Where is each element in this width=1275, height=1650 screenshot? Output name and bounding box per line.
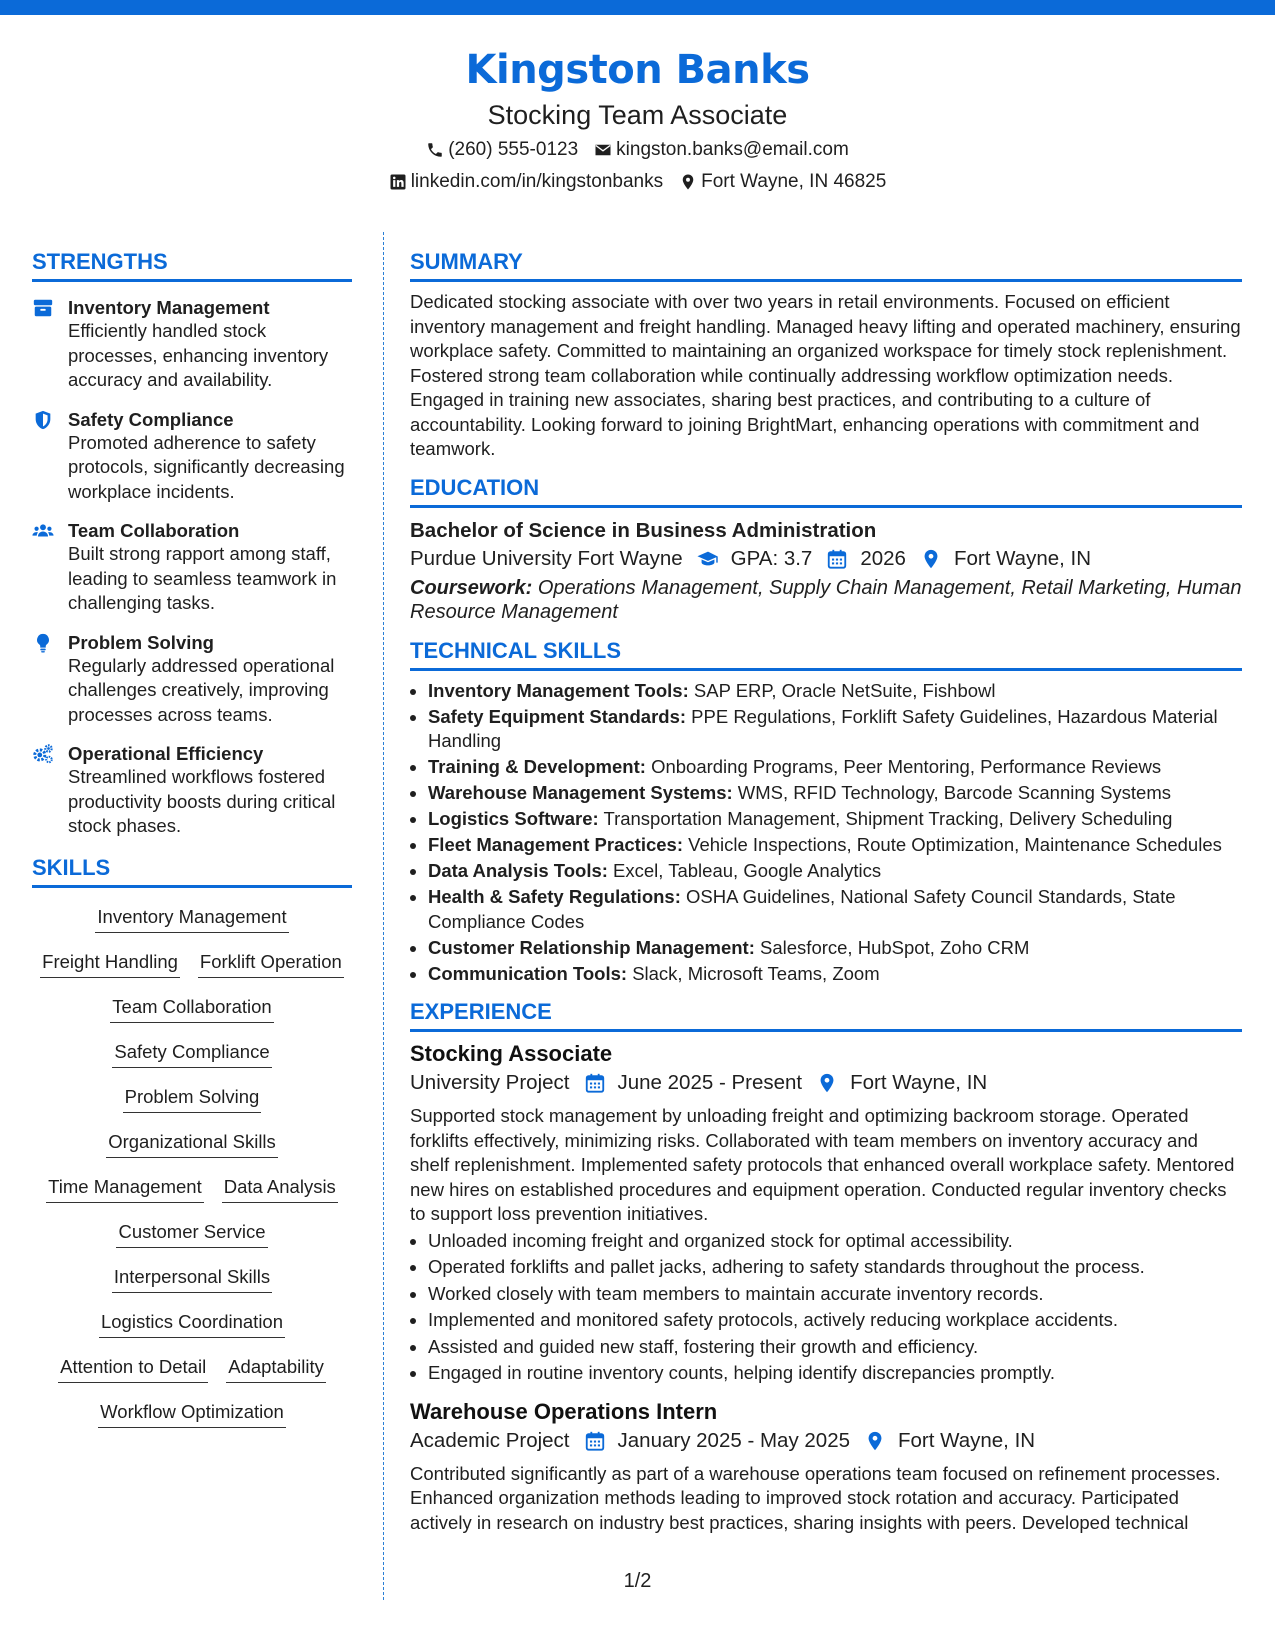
shield-icon (32, 409, 54, 431)
contact-email[interactable] (594, 138, 849, 162)
job-description: Contributed significantly as part of a warehouse operations team focused on refinement processes. Enhanced organization methods leading to improved stock rotation and accuracy. Participated actively in research on industry best practices, sharing insights with peers. Developed technical (410, 1462, 1221, 1533)
lightbulb-icon (32, 632, 54, 654)
contact-linkedin[interactable] (389, 170, 663, 194)
column-divider (383, 232, 384, 1600)
tech-skill-item (428, 936, 1242, 961)
job-title: Warehouse Operations Intern (410, 1398, 718, 1424)
candidate-role: Stocking Team Associate (487, 100, 788, 130)
tech-skill-value: Excel, Tableau, Google Analytics (613, 860, 882, 881)
skill-tag: Time Management (46, 1174, 204, 1203)
strength-title: Problem Solving (68, 631, 214, 653)
skill-tag: Interpersonal Skills (112, 1264, 272, 1293)
tech-skill-item (428, 885, 1242, 934)
skill-tag: Safety Compliance (112, 1039, 271, 1068)
education-heading: EDUCATION (410, 474, 1242, 508)
skill-row (32, 1039, 352, 1084)
job-location: Fort Wayne, IN (898, 1428, 1036, 1452)
strength-desc: Streamlined workflows fostered productivity boosts during critical stock phases. (68, 766, 336, 836)
map-pin-icon (864, 1430, 886, 1452)
resume-header (0, 42, 1275, 194)
skill-tag: Forklift Operation (198, 949, 344, 978)
skill-tag: Freight Handling (40, 949, 180, 978)
linkedin-text[interactable]: linkedin.com/in/kingstonbanks (410, 171, 664, 192)
tech-skill-label: Communication Tools: (428, 962, 628, 984)
education-meta (410, 544, 1242, 574)
tech-skill-label: Warehouse Management Systems: (428, 782, 733, 803)
skill-row (32, 1354, 352, 1399)
contact-location (679, 170, 886, 194)
education-coursework (410, 576, 1242, 625)
email-text[interactable]: kingston.banks@email.com (616, 139, 849, 160)
job-bullet: • Unloaded incoming freight and organized stock for optimal accessibility. (428, 1229, 1242, 1254)
strength-item (32, 742, 352, 839)
strength-desc: Efficiently handled stock processes, enhancing inventory accuracy and availability. (68, 320, 329, 390)
tech-skill-value: WMS, RFID Technology, Barcode Scanning Systems (737, 782, 1172, 803)
tech-skill-item (428, 755, 1242, 780)
education-degree: Bachelor of Science in Business Administration (410, 518, 877, 542)
job-bullet: • Assisted and guided new staff, fostering their growth and efficiency. (428, 1335, 1242, 1360)
skill-row (32, 949, 352, 994)
tech-skill-value: SAP ERP, Oracle NetSuite, Fishbowl (693, 679, 996, 701)
tech-skill-value: Slack, Microsoft Teams, Zoom (632, 962, 880, 984)
strength-title: Operational Efficiency (68, 743, 264, 764)
calendar-icon (584, 1072, 606, 1094)
tech-skill-label: Customer Relationship Management: (428, 936, 755, 958)
calendar-icon (584, 1430, 606, 1452)
envelope-icon (594, 141, 612, 159)
contact-row-2 (0, 170, 1275, 194)
job-org: Academic Project (410, 1428, 570, 1452)
skill-tag: Team Collaboration (110, 994, 273, 1023)
skill-tag: Organizational Skills (106, 1129, 278, 1158)
tech-skill-item (428, 962, 1242, 987)
strength-desc: Regularly addressed operational challenges creatively, improving processes across teams. (68, 654, 335, 725)
strengths-heading: STRENGTHS (32, 248, 352, 282)
skill-row (32, 1264, 352, 1309)
top-accent-bar (0, 0, 1275, 15)
job-description: Supported stock management by unloading freight and optimizing backroom storage. Operated forklifts effectively, minimizing risks. Collaborated with team members on inventory accuracy and shelf replenishment. Implemented safety protocols that enhanced overall workplace safety. Mentored new hires on established procedures and equipment operation. Conducted regular inventory checks to support loss prevention initiatives. (410, 1105, 1235, 1224)
skill-row (32, 1399, 352, 1444)
tech-skill-value: OSHA Guidelines, National Safety Council Standards, State Compliance Codes (428, 886, 1176, 932)
strength-title: Inventory Management (68, 297, 270, 318)
tech-skill-item (428, 705, 1242, 754)
job-bullet: • Engaged in routine inventory counts, helping identify discrepancies promptly. (428, 1361, 1242, 1386)
strength-item (32, 408, 352, 505)
skill-row (32, 994, 352, 1039)
tech-skill-value: Vehicle Inspections, Route Optimization, Maintenance Schedules (688, 834, 1222, 855)
contact-row-1 (0, 138, 1275, 162)
education-school: Purdue University Fort Wayne (410, 546, 683, 570)
right-column (410, 248, 1242, 1535)
tech-skill-label: Logistics Software: (428, 808, 599, 829)
job-dates: June 2025 - Present (617, 1071, 803, 1094)
education-gpa: GPA: 3.7 (730, 546, 813, 570)
tech-skill-value: Onboarding Programs, Peer Mentoring, Performance Reviews (651, 756, 1162, 777)
summary-text: Dedicated stocking associate with over two years in retail environments. Focused on efficient inventory management and freight handling. Managed heavy lifting and operated machinery, ensuring workplace safety. Committed to maintaining an organized workspace for timely stock replenishment. Fostered strong team collaboration while continually addressing workflow optimization needs. Engaged in training new associates, sharing best practices, and contributing to a culture of accountability. Looking forward to joining BrightMart, enhancing operations with commitment and teamwork. (410, 291, 1241, 459)
tech-skill-value: Transportation Management, Shipment Tracking, Delivery Scheduling (603, 808, 1173, 829)
map-pin-icon (679, 173, 697, 191)
left-column (32, 248, 352, 1444)
tech-skill-label: Data Analysis Tools: (428, 860, 608, 881)
coursework-label: Coursework: (410, 576, 533, 599)
education-year: 2026 (860, 546, 906, 570)
page-number: 1/2 (623, 1570, 652, 1592)
skill-tag: Data Analysis (222, 1174, 338, 1203)
experience-heading: EXPERIENCE (410, 998, 1242, 1032)
skill-tag: Workflow Optimization (98, 1399, 286, 1428)
map-pin-icon (816, 1072, 838, 1094)
job-bullets (410, 1229, 1242, 1386)
strength-desc: Promoted adherence to safety protocols, significantly decreasing workplace incidents. (68, 431, 345, 502)
linkedin-icon (389, 173, 407, 191)
skill-tag: Logistics Coordination (99, 1309, 285, 1338)
skills-grid (32, 904, 352, 1444)
strength-item (32, 631, 352, 728)
tech-skill-label: Training & Development: (428, 756, 646, 777)
users-icon (32, 520, 54, 542)
tech-skill-item (428, 807, 1242, 832)
job-location: Fort Wayne, IN (850, 1071, 988, 1094)
strength-item (32, 296, 352, 393)
graduation-cap-icon (697, 548, 719, 570)
skill-tag: Inventory Management (95, 904, 288, 933)
skill-row (32, 904, 352, 949)
skill-row (32, 1309, 352, 1354)
gears-icon (32, 743, 54, 765)
tech-skill-value: Salesforce, HubSpot, Zoho CRM (760, 936, 1030, 958)
tech-skill-value: PPE Regulations, Forklift Safety Guidelines, Hazardous Material Handling (428, 705, 1218, 751)
map-pin-icon (920, 548, 942, 570)
job-bullet: • Operated forklifts and pallet jacks, adhering to safety standards throughout the process. (428, 1255, 1242, 1280)
skills-heading: SKILLS (32, 854, 352, 888)
calendar-icon (826, 548, 848, 570)
skill-row (32, 1129, 352, 1174)
strength-desc: Built strong rapport among staff, leading to seamless teamwork in challenging tasks. (68, 543, 337, 613)
coursework-text: Operations Management, Supply Chain Management, Retail Marketing, Human Resource Management (410, 576, 1242, 623)
job-bullet: • Worked closely with team members to maintain accurate inventory records. (428, 1282, 1242, 1307)
job-dates: January 2025 - May 2025 (617, 1428, 850, 1452)
technical-skills-list (410, 679, 1242, 987)
technical-skills-heading: TECHNICAL SKILLS (410, 637, 1242, 671)
strength-title: Team Collaboration (68, 520, 240, 541)
inventory-box-icon (32, 297, 54, 319)
location-text: Fort Wayne, IN 46825 (701, 171, 887, 192)
job-title: Stocking Associate (410, 1041, 613, 1066)
tech-skill-label: Health & Safety Regulations: (428, 886, 681, 907)
job-meta (410, 1426, 1242, 1456)
skill-row (32, 1174, 352, 1219)
job-bullet: • Implemented and monitored safety protocols, actively reducing workplace accidents. (428, 1308, 1242, 1333)
tech-skill-label: Safety Equipment Standards: (428, 705, 687, 727)
tech-skill-item (428, 859, 1242, 884)
skill-row (32, 1084, 352, 1129)
tech-skill-item (428, 679, 1242, 704)
strengths-list (32, 296, 352, 839)
phone-icon (426, 141, 444, 159)
tech-skill-item (428, 833, 1242, 858)
strength-title: Safety Compliance (68, 408, 234, 430)
skill-tag: Attention to Detail (58, 1354, 208, 1383)
phone-text: (260) 555-0123 (448, 139, 579, 160)
tech-skill-item (428, 781, 1242, 806)
tech-skill-label: Inventory Management Tools: (428, 679, 689, 701)
candidate-name: Kingston Banks (465, 47, 810, 93)
skill-tag: Customer Service (116, 1219, 267, 1248)
contact-phone (426, 138, 578, 162)
skill-tag: Problem Solving (123, 1084, 262, 1113)
tech-skill-label: Fleet Management Practices: (428, 834, 683, 855)
strength-item (32, 519, 352, 616)
skill-row (32, 1219, 352, 1264)
skill-tag: Adaptability (226, 1354, 326, 1383)
job-meta (410, 1068, 1242, 1098)
job-org: University Project (410, 1071, 570, 1094)
education-location: Fort Wayne, IN (953, 546, 1092, 570)
summary-heading: SUMMARY (410, 248, 1242, 282)
